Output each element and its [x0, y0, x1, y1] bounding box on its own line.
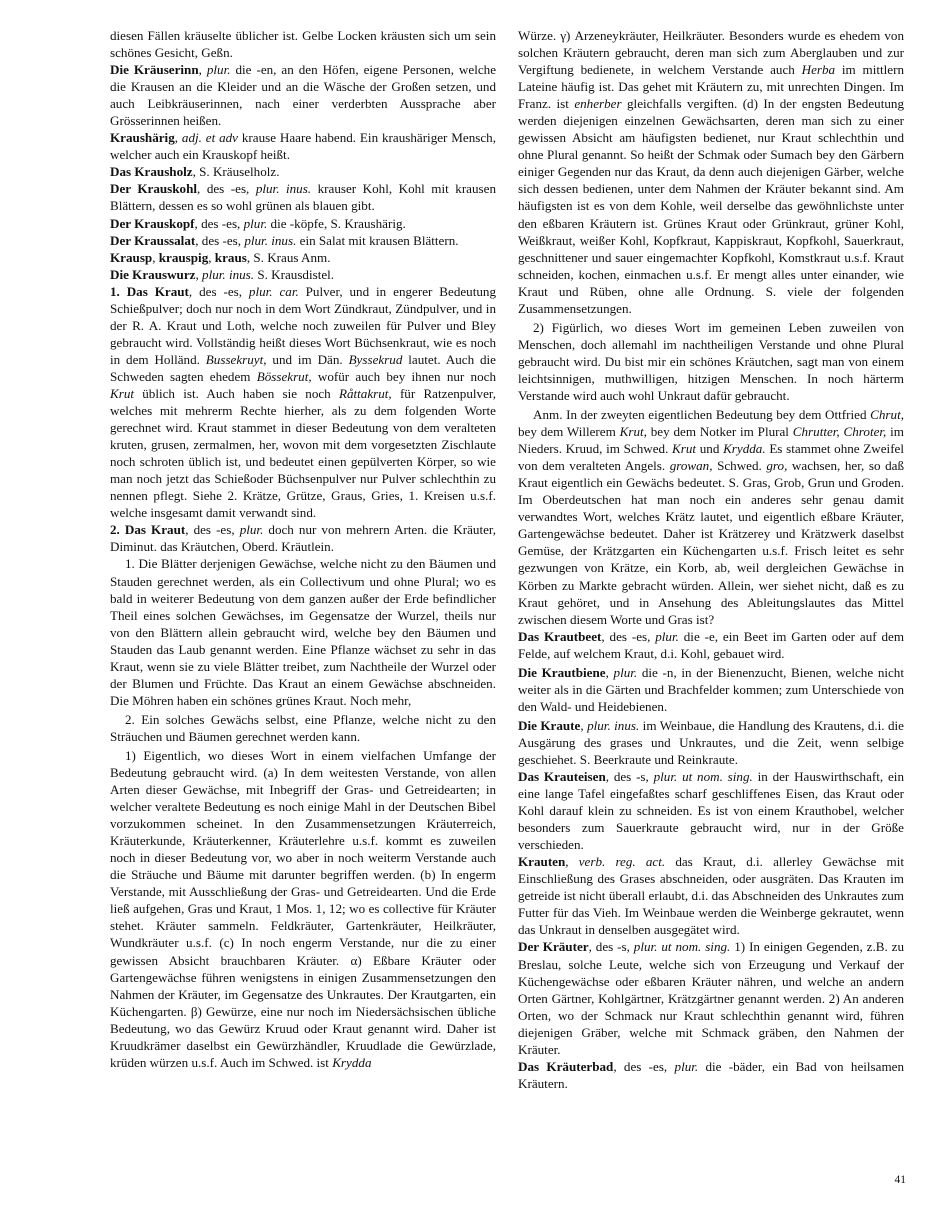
headword: Die Krauswurz	[110, 266, 196, 282]
entry-text: 1) In einigen Gegenden, z.B. zu Breslau, solche Leute, welche sich von Erzeugung und Verkauf der Küchengewächse oder eßbaren Kräuter nähren, und welche an andern Orten Gärtner, Kohlgärtner, Krätzgärtner genannt werden. 2) An anderen Orten, wo der Schmack nur Kraut schlechthin genannt wird, führen diejenigen Gräber, welche mit Schmack gräben, den Nahmen der Kräuter.	[518, 939, 905, 1057]
entry-text: für Ratzenpulver, welches mit mehrerm Rechte hierher, als zu dem folgenden Worte gerechnet wird. Kraut stammet in dieser Bedeutung von dem veralteten kruten, grusen, zermalmen, her, wovon mit dem vorgesetzten Zischlaute noch schroten üblich ist, und bedeutet einen gepülverten Körper, so wie man noch jetzt das Schießoder Büchsenpulver nur Pulver schlechthin zu nennen pflegt. Siehe 2. Krätze, Grütze, Graus, Gries, 1. Kreisen u.s.f. welche insgesamt damit verwandt sind.	[110, 385, 497, 521]
italic-term: growan,	[669, 458, 713, 474]
entry-text: , S. Kräuselholz.	[192, 164, 280, 180]
headword: Das Krauteisen	[518, 769, 606, 785]
entry-text: 1. Die Blätter derjenigen Gewächse, welche nicht zu den Bäumen und Stauden gerechnet werden, als ein Collectivum und ohne Plural; wo es bald in weiterer Bedeutung von dem ganzen außer der Erde befindlicher Theil eines solchen Gewächses, im Gegensatze der Wurzel, theils nur von den Blättern allein gebraucht wird, welche bey den Bäumen und Stauden das Laub genannt werden. Eine Pflanze wächset zu sehr in das Kraut, wenn sie zu viele Blätter treibet, zum Nachtheile der Wurzel oder der Blumen und Früchte. Das Kraut an einem Gewächse abschneiden. Die Möhren haben ein schönes grünes Kraut. Noch mehr,	[110, 556, 496, 708]
entry-text: und im Dän.	[266, 351, 349, 367]
entry-text: krauser Kohl, Kohl mit krausen Blättern, dessen es so wohl grünen als blauen gibt.	[110, 181, 496, 214]
entry-paragraph	[518, 1058, 904, 1092]
left-column	[110, 27, 496, 1071]
entry-text: die -köpfe, S. Kraushärig.	[267, 215, 406, 231]
entry-text: wofür auch bey ihnen nur noch	[311, 368, 496, 384]
italic-term: Krydda.	[723, 441, 766, 457]
headword: Krauten	[518, 854, 566, 870]
entry-text: die -e, ein Beet im Garten oder auf dem Felde, auf welchem Kraut, d.i. Kohl, gebauet wird.	[518, 628, 904, 661]
entry-paragraph	[110, 163, 496, 180]
entry-text: im Nieders. Kruud, im Schwed.	[518, 424, 904, 457]
entry-text: , des -es,	[613, 1058, 675, 1074]
italic-term: Krut	[110, 385, 135, 401]
headword: kraus	[214, 249, 247, 265]
entry-paragraph	[518, 319, 904, 404]
entry-text: , des -es,	[194, 215, 244, 231]
italic-term: Chrut,	[870, 407, 904, 423]
italic-term: plur.	[613, 664, 638, 680]
entry-text: ,	[565, 854, 579, 870]
entry-text: im Weinbaue, die Handlung des Krautens, d.i. die Ausgärung des grases und Unkrautes, und die Zeit, wenn selbige geschiehet. S. Beerkraute und Reinkraute.	[518, 717, 904, 767]
entry-text: in der Hauswirthschaft, ein eine lange Tafel eingefaßtes scharf geschliffenes Eisen, das Kraut oder Kohl darauf klein zu schneiden. Es ist von einem Krauthobel, welcher besonders zum Sauerkraute gebraucht wird, nur in der Größe verschieden.	[518, 769, 904, 853]
entry-paragraph	[110, 555, 496, 708]
entry-text: ,	[195, 266, 203, 282]
headword: krauspig	[158, 249, 209, 265]
italic-term: Herba	[801, 62, 836, 78]
headword: Der Krauskopf	[110, 215, 195, 231]
entry-text: , des -es,	[188, 283, 249, 299]
entry-text: Anm. In der zweyten eigentlichen Bedeutung bey dem Ottfried	[533, 407, 871, 423]
entry-text: S. Krausdistel.	[254, 266, 335, 282]
italic-term: plur.	[674, 1058, 699, 1074]
entry-paragraph	[110, 283, 496, 522]
entry-paragraph	[110, 215, 496, 232]
italic-term: Krydda	[332, 1054, 372, 1070]
italic-term: plur. inus.	[244, 232, 297, 248]
italic-term: plur. ut nom. sing.	[653, 769, 753, 785]
entry-paragraph	[518, 853, 904, 938]
page-number: 41	[894, 1174, 906, 1186]
entry-paragraph	[110, 27, 496, 61]
entry-text: die -bäder, ein Bad von heilsamen Kräutern.	[518, 1058, 904, 1091]
entry-text: , des -es,	[197, 181, 256, 197]
italic-term: plur.	[239, 522, 264, 538]
headword: Das Kräuterbad	[518, 1058, 614, 1074]
entry-text: , des -es,	[195, 232, 245, 248]
entry-paragraph	[518, 768, 904, 853]
entry-text: wachsen, her, so daß Kraut eigentlich ein Gewächs bedeutet. S. Gras, Grob, Grun und Groden. Im Oberdeutschen hat man noch ein anderes sehr genau damit verwandtes Wort, welches Krätz lautet, und eigentlich eßbare Kräuter, Gartengewächse bedeutet. Daher ist Krätzerey und Krätzwerk daselbst Gemüse, der Krätzgarten ein Küchengarten u.s.f. Frisch leitet es sehr gezwungen von Krätze, ein Korb, ab, weil dergleichen Gewächse in Körben zu Markte gebracht würden. Allein, wer siehet nicht, daß es zu Kraut gehöret, und in Ansehung des Ableitungslautes das Mittel zwischen diesem Worte und Gras ist?	[518, 458, 904, 627]
entry-text: ,	[174, 130, 182, 146]
entry-text: im mittlern Lateine häufig ist. Das gehet mit Kräutern zu, mit unrechten Dingen. Im Franz. ist	[518, 62, 904, 112]
entry-paragraph	[110, 521, 496, 555]
entry-text: ,	[605, 664, 614, 680]
entry-text: ,	[198, 62, 207, 78]
italic-term: Chrutter, Chroter,	[792, 424, 887, 440]
headword: Der Kräuter	[518, 939, 589, 955]
headword: Kraushärig	[110, 130, 175, 146]
entry-text: , des -es,	[601, 628, 656, 644]
entry-paragraph	[110, 747, 496, 1071]
italic-term: Bussekruyt,	[205, 351, 267, 367]
headword: Das Krautbeet	[518, 628, 602, 644]
italic-term: plur. car.	[248, 283, 299, 299]
entry-text: , S. Kraus Anm.	[246, 249, 331, 265]
right-column	[518, 27, 904, 1092]
entry-text: gleichfalls vergiften. (d) In der engsten Bedeutung werden diejenigen einzelnen Gewächsarten, deren man sich zu einer gewissen Absicht am häufigsten bedienet, nur Kraut schlechthin und ohne Plural genannt. So heißt der Schmak oder Sumach bey den Gärbern einiger Gegenden nur das Kraut, da denn auch diejenigen Gärber, welche sich dessen bedienen, unter dem Nahmen der Kräuter bekannt sind. Am häufigsten ist es von dem Kohle, weil derselbe das gewöhnlichste unter den eßbaren Kräutern ist. Grünes Kraut oder Grünkraut, grüner Kohl, Weißkraut, weißer Kohl, Kopfkraut, Kappiskraut, Kopfkohl, Sauerkraut, geschnittener und sauer eingemachter Kopfkohl, Komstkraut u.s.f. Kraut schneiden, kochen, einmachen u.s.f. Er mengt alles unter einander, wie Kraut und Rüben, ohne alle Ordnung. S. viele der folgenden Zusammensetzungen.	[518, 96, 904, 316]
entry-text: , des -es,	[185, 522, 240, 538]
entry-paragraph	[518, 664, 904, 715]
entry-text: Schwed.	[712, 458, 767, 474]
headword: 2. Das Kraut	[110, 522, 186, 538]
italic-term: plur.	[655, 628, 679, 644]
entry-text: üblich ist. Auch haben sie noch	[134, 385, 339, 401]
entry-text: krause Haare habend. Ein kraushäriger Mensch, welcher auch ein Krauskopf heißt.	[110, 130, 497, 163]
entry-text: Es stammet ohne Zweifel von dem veralteten Angels.	[518, 441, 904, 474]
entry-text: ,	[152, 249, 159, 265]
entry-paragraph	[110, 266, 496, 283]
entry-text: doch nur von mehrern Arten. die Kräuter, Diminut. das Kräutchen, Oberd. Kräutlein.	[110, 522, 497, 555]
italic-term: Bössekrut,	[256, 368, 312, 384]
entry-paragraph	[110, 249, 496, 266]
italic-term: Krut,	[619, 424, 647, 440]
entry-paragraph	[518, 717, 904, 768]
italic-term: enherber	[574, 96, 622, 112]
italic-term: gro,	[766, 458, 788, 474]
headword: Das Krausholz	[110, 164, 193, 180]
entry-text: diesen Fällen kräuselte üblicher ist. Gelbe Locken kräusten sich um sein schönes Gesicht, Geßn.	[110, 28, 496, 61]
headword: Die Kraute	[518, 717, 581, 733]
entry-text: lautet. Auch die Schweden sagten ehedem	[110, 351, 496, 384]
entry-text: , des -s,	[588, 939, 634, 955]
headword: Krausp	[110, 249, 153, 265]
entry-text: die -en, an den Höfen, eigene Personen, welche die Krausen an die Kleider und an die Wäsche der Großen setzen, und auch Leibkräuserinnen, nach einer verderbten Aussprache aber Grösserinnen heißen.	[110, 62, 497, 129]
entry-text: bey dem Notker im Plural	[646, 424, 793, 440]
entry-text: 1) Eigentlich, wo dieses Wort in einem vielfachen Umfange der Bedeutung gebraucht wird. (a) In dem weitesten Verstande, von allen Arten dieser Gewächse, mit Inbegriff der Gras- und Getreidearten; in welcher veraltete Bedeutung es noch einige Mahl in der Deutschen Bibel vorzukommen scheinet. In den Zusammensetzungen Kräuterreich, Kräuterkunde, Kräuterkenner, Kräuterlehre u.s.f. kommt es zuweilen noch in dieser Bedeutung vor, wo aber in noch weiterm Verstande auch die Sträuche und Bäume mit darunter begriffen werden. (b) In engerm Verstande, mit Ausschließung der Gras- und Getreidearten. Und die Erde ließ aufgehen, Gras und Kraut, 1 Mos. 1, 12; wo es collective für Kräuter stehet. Kräuter sammeln. Feldkräuter, Gartenkräuter, Heilkräuter, Wundkräuter u.s.f. (c) In noch engerm Verstande, nur die zu einer gewissen Absicht brauchbaren Kräuter. α) Eßbare Kräuter oder Gartengewächse führen wenigstens in einigen Zusammensetzungen den Nahmen der Kräuter, im Gegensatze des Unkrautes. Der Krautgarten, ein Küchengarten. β) Gewürze, eine nur noch im Niedersächsischen übliche Bedeutung, wo das Gewürz Kruud oder Kraut genannt wird. Daher ist Kruudkrämer daselbst ein Gewürzhändler, Kruudlade die Gewürzlade, krüden würzen u.s.f. Auch im Schwed. ist	[110, 747, 496, 1070]
entry-text: ,	[208, 249, 215, 265]
entry-paragraph	[518, 406, 904, 628]
italic-term: plur.	[243, 215, 268, 231]
italic-term: plur. inus.	[587, 717, 640, 733]
entry-paragraph	[110, 129, 496, 163]
entry-text: bey dem Willerem	[518, 424, 620, 440]
entry-paragraph	[518, 628, 904, 662]
italic-term: adj. et adv	[181, 130, 238, 146]
entry-text: 2) Figürlich, wo dieses Wort im gemeinen Leben zuweilen von Menschen, doch allemahl im nachtheiligen Verstande und ohne Plural gebraucht wird. Du bist mir ein schönes Kräutchen, sagt man von einem leichtsinnigen, muthwilligen, hitzigen Menschen. In noch härterm Verstande wird auch wohl Unkraut dafür gebraucht.	[518, 319, 904, 403]
headword: Die Kräuserinn	[110, 62, 199, 78]
entry-text: und	[696, 441, 724, 457]
entry-text: das Kraut, d.i. allerley Gewächse mit Einschließung des Grases abschneiden, oder ausgräten. Das Krauten im getreide ist nicht überall erlaubt, d.i. das Abschneiden des Unkrautes zum Futter für das Vieh. Im Weinbaue werden die Weinberge gekrautet, wenn das Unkraut in denselben ausgegätet wird.	[518, 854, 904, 938]
entry-text: , des -s,	[605, 769, 654, 785]
italic-term: verb. reg. act.	[578, 854, 666, 870]
entry-paragraph	[110, 61, 496, 129]
entry-text: die -n, in der Bienenzucht, Bienen, welche nicht weiter als in die Gärten und Brachfelder kommen; zum Unterschiede von den Wald- und Heidebienen.	[518, 664, 904, 714]
entry-text: ,	[580, 717, 588, 733]
entry-paragraph	[110, 180, 496, 214]
italic-term: plur.	[206, 62, 231, 78]
entry-paragraph	[518, 27, 904, 317]
headword: 1. Das Kraut	[110, 283, 189, 299]
entry-text: Würze. γ) Arzeneykräuter, Heilkräuter. Besonders wurde es ehedem von solchen Kräutern gebraucht, deren man sich zum Aberglauben und zur Vergiftung bedienete, in welchem Verstande auch	[518, 28, 904, 78]
italic-term: plur. ut nom. sing.	[633, 939, 731, 955]
headword: Der Krauskohl	[110, 181, 198, 197]
italic-term: Krut	[672, 441, 697, 457]
headword: Die Krautbiene	[518, 664, 606, 680]
italic-term: Råttakrut,	[338, 385, 392, 401]
entry-paragraph	[110, 711, 496, 745]
headword: Der Kraussalat	[110, 232, 196, 248]
entry-text: Pulver, und in engerer Bedeutung Schießpulver; doch nur noch in dem Wort Zündkraut, Zündpulver, und in der R. A. Kraut und Loth, welche noch zuweilen für Pulver und Bley gebraucht wird. Vollständig heißt dieses Wort Büchsenkraut, wie es noch in dem Holländ.	[110, 283, 497, 367]
italic-term: plur. inus.	[255, 181, 312, 197]
entry-text: 2. Ein solches Gewächs selbst, eine Pflanze, welche nicht zu den Sträuchen und Bäumen gerechnet werden kann.	[110, 711, 496, 744]
italic-term: Byssekrud	[348, 351, 403, 367]
entry-text: ein Salat mit krausen Blättern.	[296, 232, 459, 248]
entry-paragraph	[110, 232, 496, 249]
italic-term: plur. inus.	[202, 266, 255, 282]
entry-paragraph	[518, 938, 904, 1057]
